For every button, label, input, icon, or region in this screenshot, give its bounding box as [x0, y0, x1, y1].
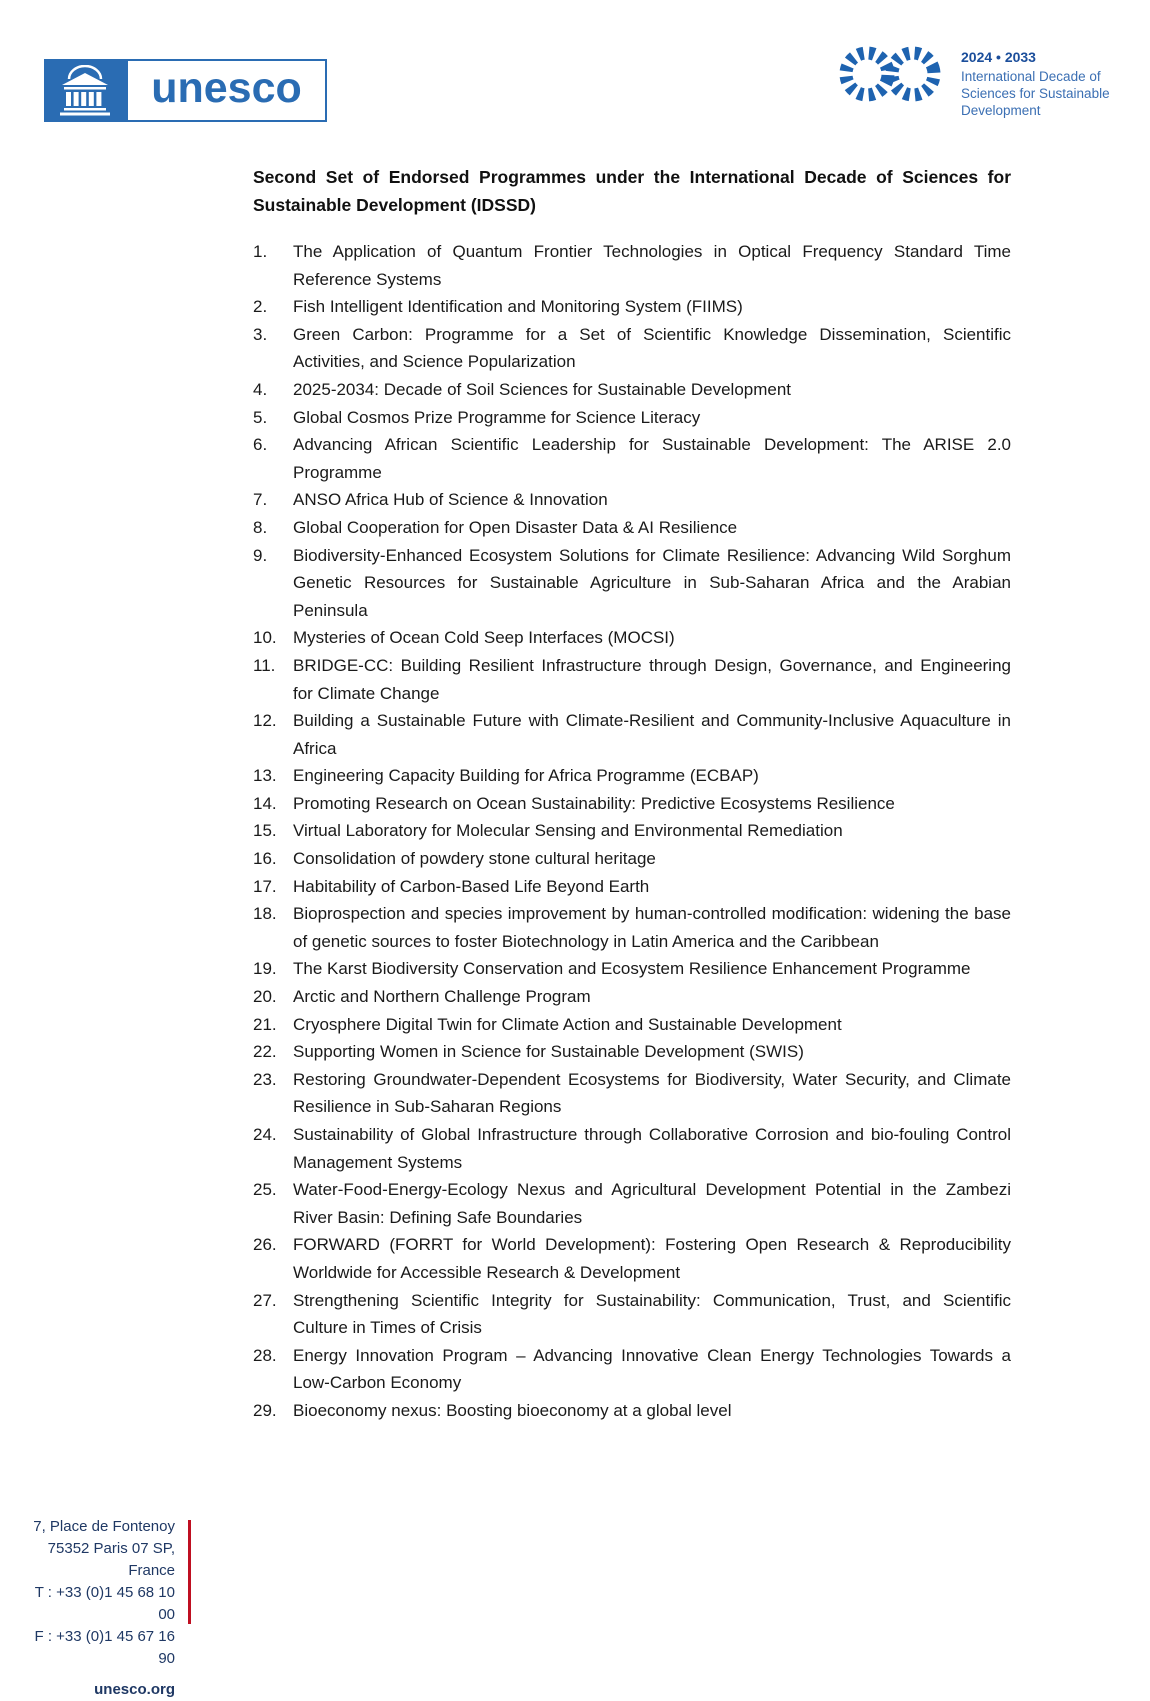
list-item-number: 5. [253, 407, 268, 427]
list-item [253, 817, 1011, 845]
idssd-tagline-line2: Sciences for Sustainable [961, 86, 1110, 101]
document-title: Second Set of Endorsed Programmes under the International Decade of Sciences for Sustainable Development (IDSSD) [253, 167, 1011, 215]
list-item [253, 955, 1011, 983]
list-item-text: BRIDGE-CC: Building Resilient Infrastructure through Design, Governance, and Engineering for Climate Change [293, 655, 1011, 703]
unesco-wordmark: unesco [151, 64, 302, 112]
list-item-number: 9. [253, 545, 268, 565]
footer-phone: T : +33 (0)1 45 68 10 00 [34, 1584, 175, 1623]
list-item-number: 24. [253, 1125, 277, 1144]
list-item-number: 25. [253, 1180, 277, 1200]
list-item-number: 15. [253, 821, 277, 841]
list-item-number: 6. [253, 435, 268, 455]
list-item [253, 238, 1011, 293]
list-item-number: 13. [253, 766, 277, 786]
list-item [253, 321, 1011, 376]
list-item-number: 8. [253, 517, 268, 537]
list-item [253, 1011, 1011, 1039]
list-item-text: Energy Innovation Program – Advancing Innovative Clean Energy Technologies Towards a Low-Carbon Economy [293, 1345, 1011, 1393]
list-item-text: Global Cooperation for Open Disaster Data & AI Resilience [293, 517, 738, 537]
list-item-text: Arctic and Northern Challenge Program [293, 987, 591, 1007]
list-item-number: 26. [253, 1235, 277, 1255]
list-item-text: Global Cosmos Prize Programme for Science Literacy [293, 407, 701, 427]
list-item-text: Restoring Groundwater-Dependent Ecosystems for Biodiversity, Water Security, and Climate Resilience in Sub-Saharan Regions [293, 1069, 1011, 1117]
list-item-number: 19. [253, 959, 277, 979]
list-item [253, 293, 1011, 321]
list-item-text: FORWARD (FORRT for World Development): Fostering Open Research & Reproducibility Worldwide for Accessible Research & Development [293, 1235, 1011, 1282]
list-item-number: 22. [253, 1042, 277, 1062]
unesco-wordmark-box [126, 59, 327, 122]
list-item-text: Fish Intelligent Identification and Monitoring System (FIIMS) [293, 297, 743, 317]
idssd-tagline-line3: Development [961, 103, 1041, 118]
idssd-decade-icon [836, 40, 946, 108]
list-item-number: 18. [253, 904, 277, 924]
list-item [253, 1121, 1011, 1176]
list-item-text: 2025-2034: Decade of Soil Sciences for Sustainable Development [293, 379, 792, 399]
list-item-text: Bioeconomy nexus: Boosting bioeconomy at a global level [293, 1400, 732, 1420]
unesco-logo [44, 59, 327, 122]
list-item [253, 983, 1011, 1011]
list-item-text: Strengthening Scientific Integrity for Sustainability: Communication, Trust, and Scientific Culture in Times of Crisis [293, 1290, 1011, 1338]
list-item-text: Habitability of Carbon-Based Life Beyond Earth [293, 876, 650, 896]
idssd-years: 2024 • 2033 [961, 49, 1036, 65]
list-item [253, 1397, 1011, 1425]
list-item [253, 1231, 1011, 1286]
list-item-number: 17. [253, 876, 277, 896]
idssd-tagline-line1: International Decade of [961, 69, 1101, 84]
list-item-text: Promoting Research on Ocean Sustainability: Predictive Ecosystems Resilience [293, 793, 895, 813]
list-item-number: 20. [253, 987, 277, 1007]
list-item-text: Green Carbon: Programme for a Set of Scientific Knowledge Dissemination, Scientific Activities, and Science Popularization [293, 324, 1011, 372]
footer-address-block [18, 1516, 175, 1701]
list-item-text: Sustainability of Global Infrastructure through Collaborative Corrosion and bio-fouling Control Management Systems [293, 1125, 1011, 1172]
list-item-text: Building a Sustainable Future with Climate-Resilient and Community-Inclusive Aquaculture in Africa [293, 711, 1011, 758]
list-item [253, 707, 1011, 762]
footer-red-line [188, 1520, 191, 1624]
list-item-text: Bioprospection and species improvement by human-controlled modification: widening the base of genetic sources to foster Biotechnology in Latin America and the Caribbean [293, 904, 1011, 951]
list-item [253, 486, 1011, 514]
list-item-number: 23. [253, 1069, 277, 1089]
idssd-logo-text [961, 40, 1110, 119]
list-item [253, 790, 1011, 818]
list-item-number: 3. [253, 324, 268, 344]
list-item [253, 431, 1011, 486]
list-item [253, 1066, 1011, 1121]
list-item [253, 514, 1011, 542]
list-item [253, 845, 1011, 873]
list-item [253, 542, 1011, 625]
list-item [253, 376, 1011, 404]
list-item-text: ANSO Africa Hub of Science & Innovation [293, 490, 608, 510]
footer-address-line2: 75352 Paris 07 SP, France [47, 1540, 175, 1579]
list-item-text: The Application of Quantum Frontier Technologies in Optical Frequency Standard Time Reference Systems [293, 242, 1011, 289]
list-item-number: 11. [253, 655, 276, 675]
list-item-number: 21. [253, 1014, 277, 1034]
list-item-number: 14. [253, 793, 277, 813]
footer-website-link[interactable]: unesco.org [94, 1681, 175, 1698]
footer-fax: F : +33 (0)1 45 67 16 90 [34, 1628, 175, 1667]
list-item-text: Water-Food-Energy-Ecology Nexus and Agricultural Development Potential in the Zambezi River Basin: Defining Safe Boundaries [293, 1180, 1011, 1227]
list-item [253, 1342, 1011, 1397]
list-item-number: 2. [253, 297, 268, 317]
list-item [253, 1038, 1011, 1066]
list-item-number: 1. [253, 242, 268, 261]
footer-address-line1: 7, Place de Fontenoy [33, 1518, 175, 1535]
idssd-logo [836, 40, 1110, 119]
list-item-number: 4. [253, 379, 268, 399]
unesco-temple-icon [44, 59, 126, 122]
programme-list [253, 238, 1011, 1425]
list-item-text: Cryosphere Digital Twin for Climate Action and Sustainable Development [293, 1014, 842, 1034]
list-item-text: Advancing African Scientific Leadership for Sustainable Development: The ARISE 2.0 Programme [293, 435, 1011, 482]
list-item [253, 873, 1011, 901]
list-item-text: Supporting Women in Science for Sustainable Development (SWIS) [293, 1042, 804, 1062]
list-item-text: Mysteries of Ocean Cold Seep Interfaces (MOCSI) [293, 628, 675, 648]
list-item-text: Consolidation of powdery stone cultural heritage [293, 849, 656, 869]
list-item [253, 762, 1011, 790]
list-item [253, 1287, 1011, 1342]
list-item-number: 7. [253, 490, 268, 510]
list-item [253, 652, 1011, 707]
list-item-text: Engineering Capacity Building for Africa Programme (ECBAP) [293, 766, 759, 786]
list-item [253, 404, 1011, 432]
list-item-number: 29. [253, 1400, 277, 1420]
list-item-number: 27. [253, 1290, 277, 1310]
list-item-number: 28. [253, 1345, 277, 1365]
list-item [253, 1176, 1011, 1231]
list-item-number: 16. [253, 849, 277, 869]
list-item-number: 12. [253, 711, 277, 731]
list-item-text: Biodiversity-Enhanced Ecosystem Solutions for Climate Resilience: Advancing Wild Sorghum Genetic Resources for Sustainable Agriculture in Sub-Saharan Africa and the Arabian Peninsula [293, 545, 1011, 620]
list-item-number: 10. [253, 628, 277, 648]
list-item [253, 900, 1011, 955]
list-item [253, 624, 1011, 652]
list-item-text: The Karst Biodiversity Conservation and Ecosystem Resilience Enhancement Programme [293, 959, 971, 979]
list-item-text: Virtual Laboratory for Molecular Sensing and Environmental Remediation [293, 821, 843, 841]
